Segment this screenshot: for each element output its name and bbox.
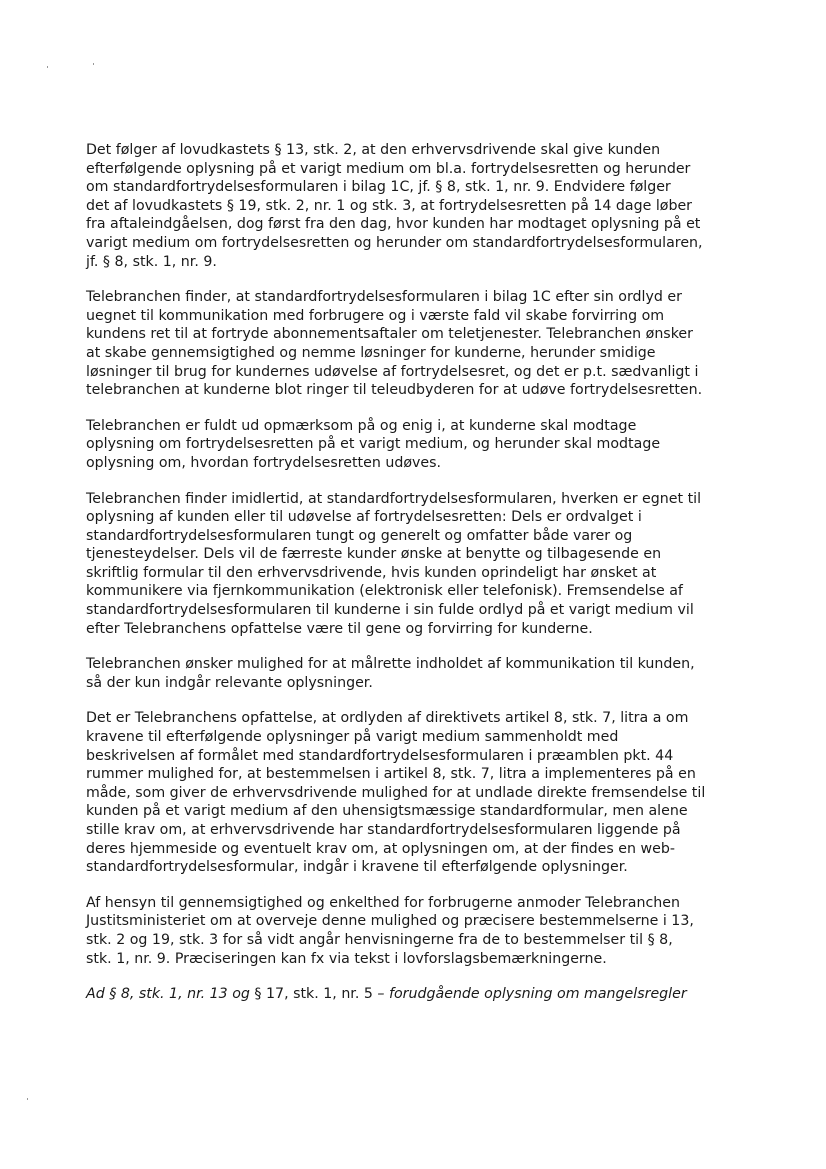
text-line: skriftlig formular til den erhvervsdrivende, hvis kunden oprindeligt har ønsket at — [86, 564, 657, 581]
text-line: deres hjemmeside og eventuelt krav om, at oplysningen om, at der findes en web- — [86, 840, 675, 857]
text-line: oplysning om, hvordan fortrydelsesretten udøves. — [86, 454, 442, 471]
text-line: standardfortrydelsesformularen til kunderne i sin fulde ordlyd på et varigt medium vil — [86, 602, 694, 619]
text-line: Telebranchen finder imidlertid, at standardfortrydelsesformularen, hverken er egnet til — [86, 490, 702, 507]
text-line: om standardfortrydelsesformularen i bilag 1C, jf. § 8, stk. 1, nr. 9. Endvidere følger — [86, 179, 671, 196]
text-line: stille krav om, at erhvervsdrivende har standardfortrydelsesformularen liggende på — [86, 822, 681, 838]
heading-part-1: Ad § 8, stk. 1, nr. 13 og — [86, 986, 255, 1003]
text-line: Telebranchen finder, at standardfortrydelsesformularen i bilag 1C efter sin ordlyd er — [86, 289, 682, 306]
text-line: det af lovudkastets § 19, stk. 2, nr. 1 og stk. 3, at fortrydelsesretten på 14 dage løber — [86, 197, 693, 214]
text-line: telebranchen at kunderne blot ringer til teleudbyderen for at udøve fortrydelsesretten. — [86, 382, 703, 399]
text-line: stk. 2 og 19, stk. 3 for så vidt angår henvisningerne fra de to bestemmelser til § 8, — [86, 931, 673, 948]
text-line: oplysning om fortrydelsesretten på et varigt medium, og herunder skal modtage — [86, 436, 661, 453]
text-line: rummer mulighed for, at bestemmelsen i artikel 8, stk. 7, litra a implementeres på en — [86, 766, 696, 783]
text-line: Justitsministeriet om at overveje denne mulighed og præcisere bestemmelserne i 13, — [86, 913, 694, 930]
scan-speck — [47, 66, 48, 68]
text-line: stk. 1, nr. 9. Præciseringen kan fx via tekst i lovforslagsbemærkningerne. — [86, 950, 607, 967]
text-line: Telebranchen er fuldt ud opmærksom på og enig i, at kunderne skal modtage — [86, 417, 637, 434]
paragraph — [86, 490, 736, 639]
text-line: oplysning af kunden eller til udøvelse af fortrydelsesretten: Dels er ordvalget i — [86, 509, 642, 526]
text-line: måde, som giver de erhvervsdrivende mulighed for at undlade direkte fremsendelse til — [86, 784, 706, 801]
text-line: varigt medium om fortrydelsesretten og herunder om standardfortrydelsesformularen, — [86, 234, 703, 251]
text-line: efter Telebranchens opfattelse være til gene og forvirring for kunderne. — [86, 620, 593, 637]
text-line: tjenesteydelser. Dels vil de færreste kunder ønske at benytte og tilbagesende en — [86, 546, 662, 563]
scan-speck — [93, 63, 94, 65]
paragraph — [86, 417, 736, 473]
document-body — [86, 141, 736, 1004]
text-line: jf. § 8, stk. 1, nr. 9. — [86, 253, 217, 270]
text-line: beskrivelsen af formålet med standardfortrydelsesformularen i præamblen pkt. 44 — [86, 747, 674, 764]
text-line: Det følger af lovudkastets § 13, stk. 2, at den erhvervsdrivende skal give kunden — [86, 142, 661, 158]
paragraph — [86, 709, 736, 876]
scan-speck — [27, 1098, 28, 1100]
text-line: Telebranchen ønsker mulighed for at målrette indholdet af kommunikation til kunden, — [86, 656, 695, 673]
paragraph-list — [86, 141, 736, 968]
paragraph — [86, 894, 736, 968]
text-line: fra aftaleindgåelsen, dog først fra den dag, hvor kunden har modtaget oplysning på et — [86, 216, 701, 233]
paragraph — [86, 655, 736, 692]
text-line: kundens ret til at fortryde abonnementsaftaler om teletjenester. Telebranchen ønsker — [86, 326, 693, 343]
heading-part-3: – forudgående oplysning om mangelsregler — [372, 986, 687, 1003]
text-line: standardfortrydelsesformularen tungt og generelt og omfatter både varer og — [86, 527, 633, 544]
paragraph — [86, 288, 736, 400]
heading-part-2: § 17, stk. 1, nr. 5 — [254, 986, 373, 1003]
text-line: så der kun indgår relevante oplysninger. — [86, 674, 373, 691]
text-line: standardfortrydelsesformular, indgår i kravene til efterfølgende oplysninger. — [86, 859, 628, 876]
text-line: kommunikere via fjernkommunikation (elektronisk eller telefonisk). Fremsendelse af — [86, 583, 683, 600]
text-line: kunden på et varigt medium af den uhensigtsmæssige standardformular, men alene — [86, 803, 688, 820]
text-line: uegnet til kommunikation med forbrugere og i værste fald vil skabe forvirring om — [86, 307, 665, 324]
text-line: efterfølgende oplysning på et varigt medium om bl.a. fortrydelsesretten og herunder — [86, 160, 691, 177]
text-line: Det er Telebranchens opfattelse, at ordlyden af direktivets artikel 8, stk. 7, litra a om — [86, 710, 689, 727]
text-line: løsninger til brug for kundernes udøvelse af fortrydelsesret, og det er p.t. sædvanligt i — [86, 363, 699, 380]
text-line: Af hensyn til gennemsigtighed og enkelthed for forbrugerne anmoder Telebranchen — [86, 894, 680, 911]
text-line: at skabe gennemsigtighed og nemme løsninger for kunderne, herunder smidige — [86, 344, 656, 361]
text-line: kravene til efterfølgende oplysninger på varigt medium sammenholdt med — [86, 729, 619, 746]
paragraph — [86, 141, 736, 271]
section-heading — [86, 985, 736, 1004]
